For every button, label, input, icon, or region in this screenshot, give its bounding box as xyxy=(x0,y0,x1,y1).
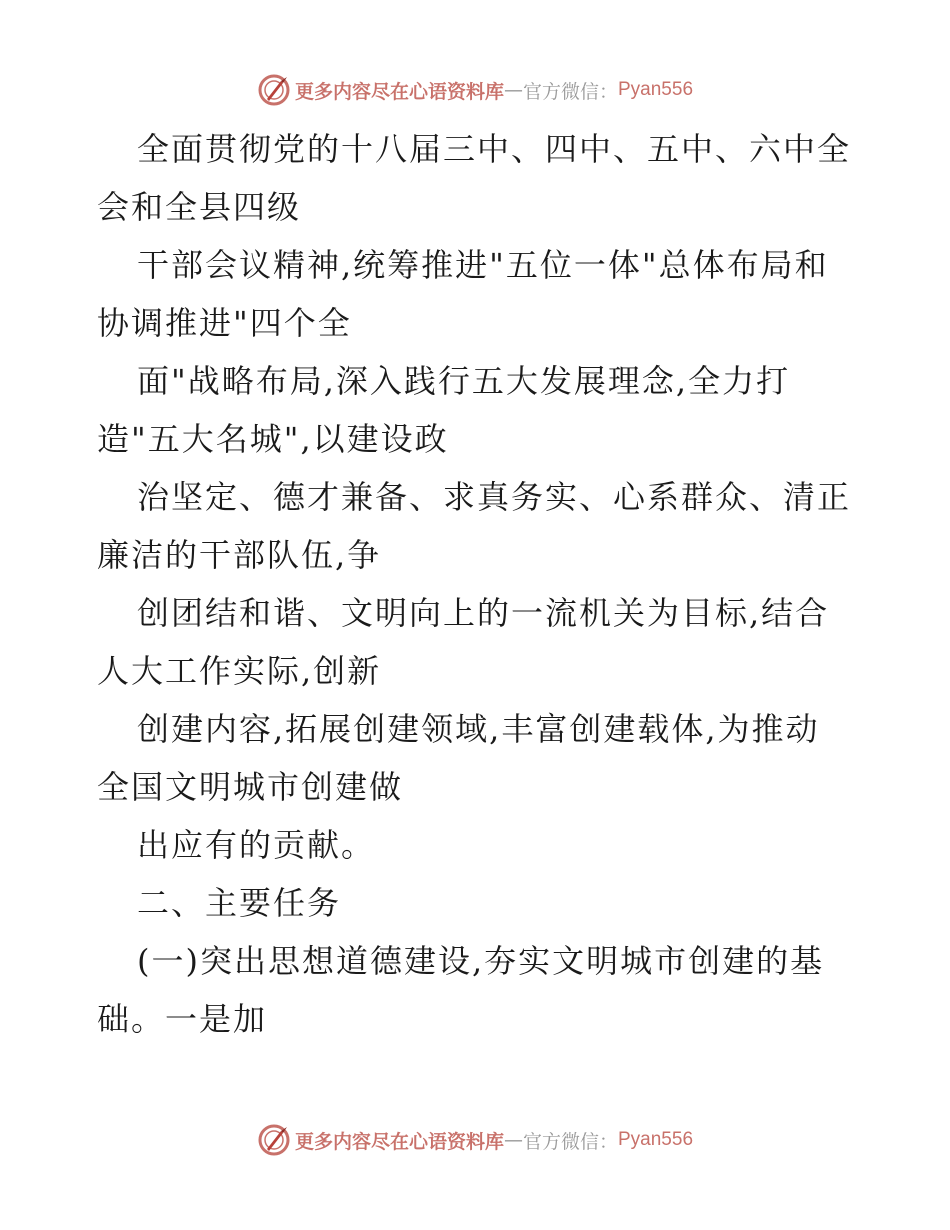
text-line: 协调推进"四个全 xyxy=(97,304,352,342)
text-line: 干部会议精神,统筹推进"五位一体"总体布局和 xyxy=(137,246,829,284)
text-line: 会和全县四级 xyxy=(97,188,302,226)
text-line: 出应有的贡献。 xyxy=(137,826,376,864)
text-line: 廉洁的干部队伍,争 xyxy=(97,536,382,574)
watermark-site-text: 更多内容尽在心语资料库 xyxy=(294,80,504,103)
text-line: 创建内容,拓展创建领域,丰富创建载体,为推动 xyxy=(137,710,820,748)
footer-watermark xyxy=(0,1122,950,1158)
text-line: 人大工作实际,创新 xyxy=(97,652,382,690)
text-line: 全国文明城市创建做 xyxy=(97,768,404,806)
text-line: 础。一是加 xyxy=(97,1000,268,1038)
quill-circle-icon xyxy=(257,1123,291,1157)
text-line: 造"五大名城",以建设政 xyxy=(97,420,449,458)
watermark-wechat-label: 官方微信： xyxy=(522,80,618,103)
watermark-wechat-id: Pyan556 xyxy=(618,79,694,100)
text-line: (一)突出思想道德建设,夯实文明城市创建的基 xyxy=(137,942,825,980)
section-heading: 二、主要任务 xyxy=(137,884,342,922)
watermark-separator: — xyxy=(503,79,523,101)
header-watermark xyxy=(0,72,950,108)
watermark-wechat-label: 官方微信： xyxy=(522,1130,618,1153)
text-line: 创团结和谐、文明向上的一流机关为目标,结合 xyxy=(137,594,830,632)
watermark-separator: — xyxy=(503,1129,523,1151)
quill-circle-icon xyxy=(257,73,291,107)
text-line: 全面贯彻党的十八届三中、四中、五中、六中全 xyxy=(137,130,852,168)
text-line: 面"战略布局,深入践行五大发展理念,全力打 xyxy=(137,362,791,400)
text-line: 治坚定、德才兼备、求真务实、心系群众、清正 xyxy=(137,478,852,516)
document-body xyxy=(97,120,857,1048)
watermark-site-text: 更多内容尽在心语资料库 xyxy=(294,1130,504,1153)
watermark-wechat-id: Pyan556 xyxy=(618,1129,694,1150)
